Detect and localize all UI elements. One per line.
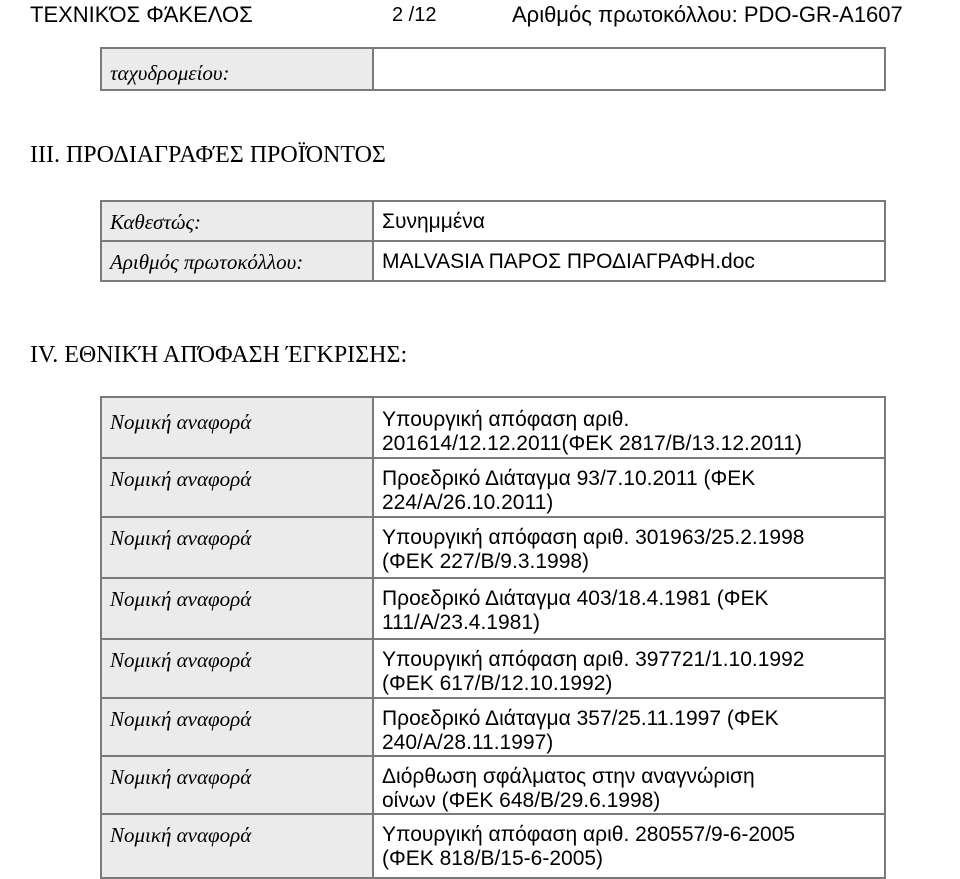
postal-value (374, 49, 884, 59)
section-3-title: III. ΠΡΟΔΙΑΓΡΑΦΈΣ ΠΡΟΪΌΝΤΟΣ (30, 142, 386, 168)
table-row (101, 241, 885, 281)
legal-reference-line-1: Υπουργική απόφαση αριθ. 280557/9-6-2005 (382, 823, 796, 846)
protocol-value-cell (373, 241, 885, 281)
legal-reference-line-2: (ΦΕΚ 617/Β/12.10.1992) (382, 672, 613, 695)
legal-reference-label: Νομική αναφορά (110, 823, 252, 847)
legal-reference-label-cell (101, 397, 373, 458)
legal-reference-label-cell (101, 756, 373, 814)
specs-table (100, 200, 886, 282)
legal-reference-label: Νομική αναφορά (110, 707, 252, 731)
status-value: Συνημμένα (382, 210, 485, 233)
table-row (101, 517, 885, 578)
legal-reference-line-1: Προεδρικό Διάταγμα 403/18.4.1981 (ΦΕΚ (382, 587, 769, 610)
table-row (101, 756, 885, 814)
section-4-title: IV. ΕΘΝΙΚΉ ΑΠΌΦΑΣΗ ΈΓΚΡΙΣΗΣ: (30, 342, 408, 368)
legal-reference-value-cell (373, 756, 885, 814)
legal-reference-line-1: Προεδρικό Διάταγμα 93/7.10.2011 (ΦΕΚ (382, 467, 756, 490)
protocol-label: Αριθμός πρωτοκόλλου: (110, 250, 304, 274)
legal-reference-label-cell (101, 639, 373, 698)
attachment-filename: MALVASIA ΠΑΡΟΣ ΠΡΟΔΙΑΓΡΑΦΗ.doc (382, 250, 755, 273)
legal-reference-value-cell (373, 517, 885, 578)
legal-reference-label: Νομική αναφορά (110, 526, 252, 550)
protocol-number: Αριθμός πρωτοκόλλου: PDO-GR-A1607 (512, 2, 903, 27)
postal-label-cell (101, 48, 373, 90)
postal-value-cell (373, 48, 885, 90)
table-row (101, 698, 885, 756)
postal-table (100, 47, 886, 91)
legal-reference-line-1: Υπουργική απόφαση αριθ. (382, 408, 630, 431)
legal-reference-value-cell (373, 639, 885, 698)
legal-reference-label-cell (101, 814, 373, 878)
legal-reference-line-2: 224/Α/26.10.2011) (382, 491, 554, 514)
table-row (101, 201, 885, 241)
table-row (101, 639, 885, 698)
legal-reference-line-2: (ΦΕΚ 227/Β/9.3.1998) (382, 550, 590, 573)
legal-reference-value-cell (373, 458, 885, 517)
postal-label: ταχυδρομείου: (110, 61, 230, 85)
table-row (101, 814, 885, 878)
legal-reference-label-cell (101, 517, 373, 578)
legal-reference-line-1: Προεδρικό Διάταγμα 357/25.11.1997 (ΦΕΚ (382, 707, 779, 730)
table-row (101, 578, 885, 639)
legal-reference-label: Νομική αναφορά (110, 648, 252, 672)
legal-reference-label: Νομική αναφορά (110, 410, 252, 434)
status-value-cell (373, 201, 885, 241)
table-row (101, 458, 885, 517)
legal-reference-value-cell (373, 814, 885, 878)
legal-reference-value-cell (373, 698, 885, 756)
page-number: 2 /12 (392, 4, 437, 26)
legal-reference-label-cell (101, 698, 373, 756)
legal-reference-value-cell (373, 578, 885, 639)
protocol-label-cell (101, 241, 373, 281)
legal-reference-line-1: Διόρθωση σφάλματος στην αναγνώριση (382, 765, 755, 788)
document-title: ΤΕΧΝΙΚΌΣ ΦΆΚΕΛΟΣ (30, 2, 253, 27)
legal-reference-line-2: οίνων (ΦΕΚ 648/Β/29.6.1998) (382, 789, 661, 812)
status-label-cell (101, 201, 373, 241)
legal-reference-line-2: 240/Α/28.11.1997) (382, 731, 554, 754)
legal-reference-line-2: 111/Α/23.4.1981) (382, 611, 541, 634)
table-row (101, 397, 885, 458)
status-label: Καθεστώς: (110, 210, 202, 234)
legal-reference-label-cell (101, 458, 373, 517)
legal-reference-line-1: Υπουργική απόφαση αριθ. 301963/25.2.1998 (382, 526, 805, 549)
legal-reference-label: Νομική αναφορά (110, 765, 252, 789)
legal-reference-line-2: 201614/12.12.2011(ΦΕΚ 2817/Β/13.12.2011) (382, 432, 802, 455)
legal-reference-line-1: Υπουργική απόφαση αριθ. 397721/1.10.1992 (382, 648, 805, 671)
legal-reference-label: Νομική αναφορά (110, 467, 252, 491)
legal-reference-value-cell (373, 397, 885, 458)
legal-references-table (100, 396, 886, 879)
legal-reference-label-cell (101, 578, 373, 639)
legal-reference-label: Νομική αναφορά (110, 587, 252, 611)
legal-reference-line-2: (ΦΕΚ 818/Β/15-6-2005) (382, 847, 604, 870)
